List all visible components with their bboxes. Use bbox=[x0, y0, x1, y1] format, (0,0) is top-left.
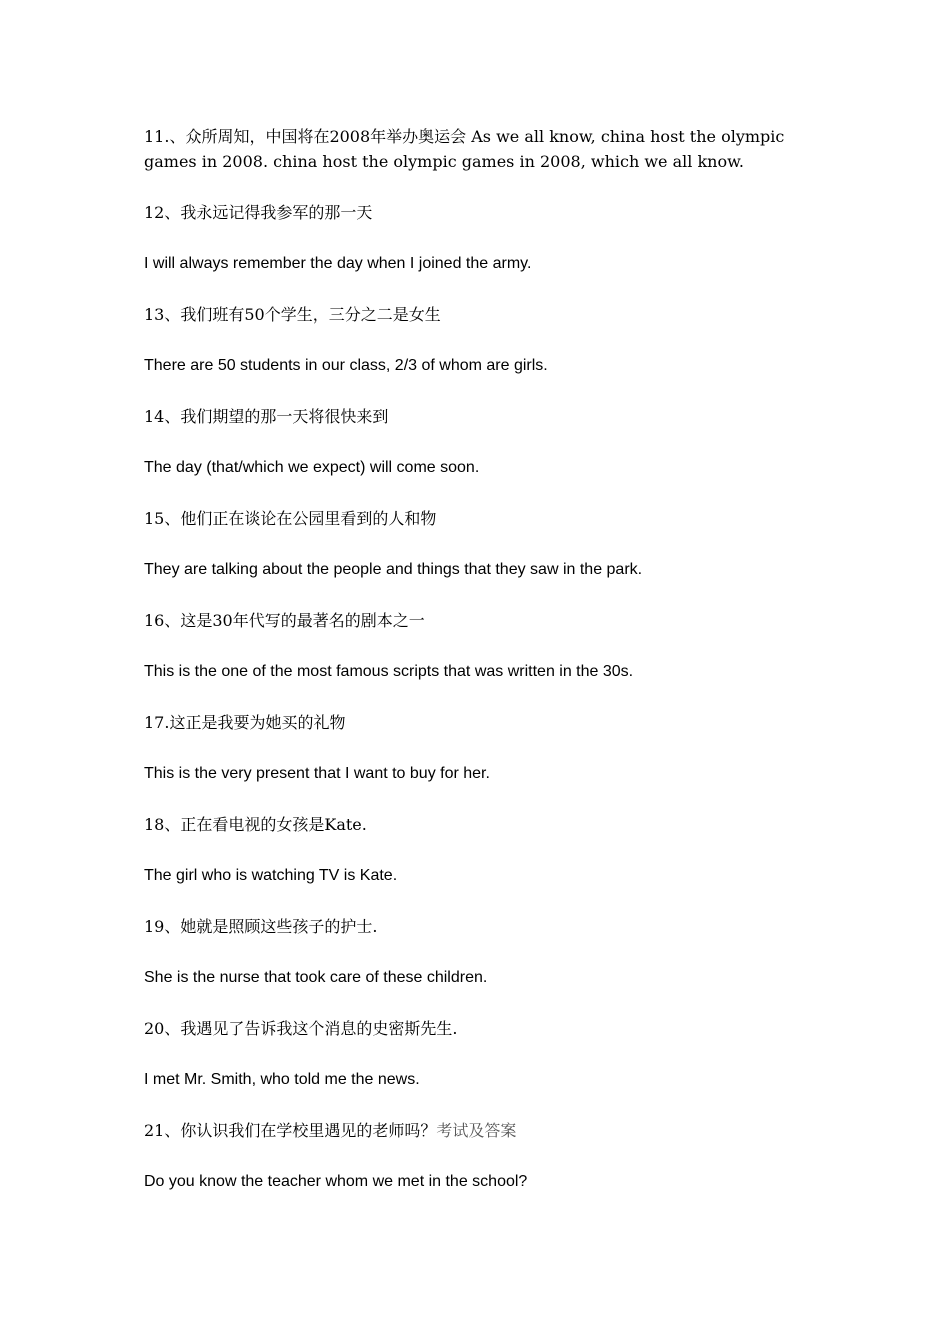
item-12-answer-block bbox=[144, 251, 804, 276]
item-15-question: 15、他们正在谈论在公园里看到的人和物 bbox=[144, 509, 437, 528]
item-17-answer-block bbox=[144, 761, 804, 786]
item-11-question: 11.、众所周知，中国将在2008年举办奥运会 As we all know, china host the olympic games in 2008. china host the olympic games in 2008, which we all know. bbox=[144, 127, 785, 171]
item-12-question-block bbox=[144, 200, 804, 225]
item-12-answer: I will always remember the day when I joined the army. bbox=[144, 255, 532, 272]
item-19-answer: She is the nurse that took care of these children. bbox=[144, 969, 488, 986]
item-21-answer: Do you know the teacher whom we met in the school? bbox=[144, 1173, 528, 1190]
item-21-question-block bbox=[144, 1118, 804, 1143]
item-15-answer-block bbox=[144, 557, 804, 582]
item-16-question-block bbox=[144, 608, 804, 633]
item-21-answer-block bbox=[144, 1169, 804, 1194]
item-20-question: 20、我遇见了告诉我这个消息的史密斯先生. bbox=[144, 1019, 458, 1038]
item-13-answer: There are 50 students in our class, 2/3 of whom are girls. bbox=[144, 357, 548, 374]
item-13-question-block bbox=[144, 302, 804, 327]
item-13-question: 13、我们班有50个学生，三分之二是女生 bbox=[144, 305, 441, 324]
item-18-question-block bbox=[144, 812, 804, 837]
item-12-question: 12、我永远记得我参军的那一天 bbox=[144, 203, 373, 222]
item-14-answer: The day (that/which we expect) will come soon. bbox=[144, 459, 480, 476]
item-18-question: 18、正在看电视的女孩是Kate. bbox=[144, 815, 367, 834]
item-13-answer-block bbox=[144, 353, 804, 378]
item-21-watermark-note: 考试及答案 bbox=[436, 1121, 517, 1140]
item-11 bbox=[144, 124, 804, 174]
item-20-answer: I met Mr. Smith, who told me the news. bbox=[144, 1071, 420, 1088]
item-17-question-block bbox=[144, 710, 804, 735]
item-16-question: 16、这是30年代写的最著名的剧本之一 bbox=[144, 611, 425, 630]
item-21-question: 21、你认识我们在学校里遇见的老师吗？ bbox=[144, 1121, 437, 1140]
item-14-question-block bbox=[144, 404, 804, 429]
item-15-question-block bbox=[144, 506, 804, 531]
item-15-answer: They are talking about the people and things that they saw in the park. bbox=[144, 561, 643, 578]
item-16-answer: This is the one of the most famous scripts that was written in the 30s. bbox=[144, 663, 634, 680]
item-20-question-block bbox=[144, 1016, 804, 1041]
item-20-answer-block bbox=[144, 1067, 804, 1092]
item-18-answer-block bbox=[144, 863, 804, 888]
item-14-answer-block bbox=[144, 455, 804, 480]
item-19-question: 19、她就是照顾这些孩子的护士. bbox=[144, 917, 378, 936]
document-page bbox=[144, 124, 804, 1220]
item-17-answer: This is the very present that I want to buy for her. bbox=[144, 765, 490, 782]
item-19-answer-block bbox=[144, 965, 804, 990]
item-17-question: 17.这正是我要为她买的礼物 bbox=[144, 713, 346, 732]
item-14-question: 14、我们期望的那一天将很快来到 bbox=[144, 407, 389, 426]
item-21-question-line bbox=[144, 1118, 804, 1143]
item-18-answer: The girl who is watching TV is Kate. bbox=[144, 867, 398, 884]
item-16-answer-block bbox=[144, 659, 804, 684]
item-19-question-block bbox=[144, 914, 804, 939]
